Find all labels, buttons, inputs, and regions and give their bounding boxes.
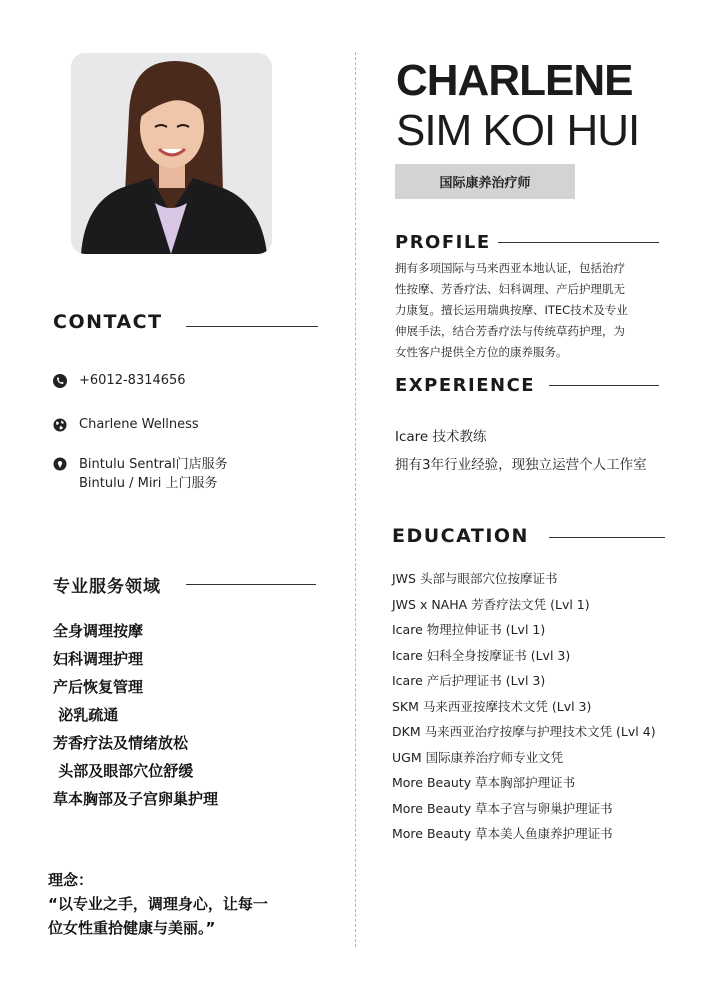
education-item: Icare 产后护理证书 (Lvl 3) — [392, 673, 546, 688]
philosophy-line-1: “以专业之手，调理身心，让每一 — [48, 895, 268, 913]
profile-line: 女性客户提供全方位的康养服务。 — [395, 345, 568, 359]
education-item: Icare 物理拉伸证书 (Lvl 1) — [392, 622, 546, 637]
profile-line: 伸展手法，结合芳香疗法与传统草药护理，为 — [395, 324, 625, 338]
experience-heading: EXPERIENCE — [395, 375, 536, 396]
profile-line: 力康复。擅长运用瑞典按摩、ITEC技术及专业 — [395, 303, 628, 317]
philosophy-block — [48, 868, 268, 940]
business-text: Charlene Wellness — [79, 417, 199, 432]
philosophy-line-2: 位女性重拾健康与美丽。” — [48, 919, 216, 937]
experience-rule — [549, 385, 659, 386]
service-item: 妇科调理护理 — [53, 650, 144, 668]
services-list — [53, 617, 218, 813]
contact-business — [53, 417, 199, 432]
profile-photo — [71, 53, 272, 254]
profile-text — [395, 258, 665, 363]
education-item: UGM 国际康养治疗师专业文凭 — [392, 749, 564, 765]
education-heading: EDUCATION — [392, 525, 529, 547]
globe-icon — [53, 418, 67, 432]
contact-rule — [186, 326, 318, 327]
service-item: 泌乳疏通 — [53, 706, 119, 724]
title-badge: 国际康养治疗师 — [395, 164, 575, 199]
education-item: SKM 马来西亚按摩技术文凭 (Lvl 3) — [392, 698, 592, 714]
service-item: 草本胸部及子宫卵巢护理 — [53, 790, 219, 808]
column-divider — [355, 52, 356, 947]
education-item: More Beauty 草本胸部护理证书 — [392, 775, 576, 790]
service-item: 产后恢复管理 — [53, 678, 144, 696]
phone-text: +6012-8314656 — [79, 373, 186, 388]
education-list — [392, 566, 656, 847]
name-first: CHARLENE — [396, 56, 633, 105]
address-line-1: Bintulu Sentral门店服务 — [79, 457, 228, 472]
experience-role: Icare 技术教练 — [395, 429, 487, 445]
profile-line: 性按摩、芳香疗法、妇科调理、产后护理肌无 — [395, 282, 625, 296]
education-rule — [549, 537, 665, 538]
education-item: JWS x NAHA 芳香疗法文凭 (Lvl 1) — [392, 596, 590, 612]
contact-heading: CONTACT — [53, 311, 163, 333]
education-item: DKM 马来西亚治疗按摩与护理技术文凭 (Lvl 4) — [392, 724, 656, 739]
education-item: JWS 头部与眼部穴位按摩证书 — [392, 571, 558, 586]
services-heading: 专业服务领域 — [53, 577, 161, 597]
name-rest: SIM KOI HUI — [396, 106, 640, 155]
education-item: More Beauty 草本美人鱼康养护理证书 — [392, 826, 613, 841]
contact-address — [53, 455, 228, 493]
profile-rule — [498, 242, 659, 243]
service-item: 全身调理按摩 — [53, 622, 144, 640]
portrait-image — [71, 53, 272, 254]
experience-detail: 拥有3年行业经验，现独立运营个人工作室 — [395, 457, 647, 473]
address-line-2: Bintulu / Miri 上门服务 — [79, 476, 218, 491]
services-rule — [186, 584, 316, 585]
contact-phone — [53, 373, 186, 388]
location-pin-icon — [53, 457, 67, 471]
service-item: 芳香疗法及情绪放松 — [53, 734, 189, 752]
education-item: Icare 妇科全身按摩证书 (Lvl 3) — [392, 647, 571, 663]
philosophy-label: 理念： — [48, 871, 94, 889]
profile-line: 拥有多项国际与马来西亚本地认证，包括治疗 — [395, 261, 625, 275]
service-item: 头部及眼部穴位舒缓 — [53, 762, 194, 780]
phone-icon — [53, 374, 67, 388]
education-item: More Beauty 草本子宫与卵巢护理证书 — [392, 800, 613, 816]
profile-heading: PROFILE — [395, 232, 491, 253]
